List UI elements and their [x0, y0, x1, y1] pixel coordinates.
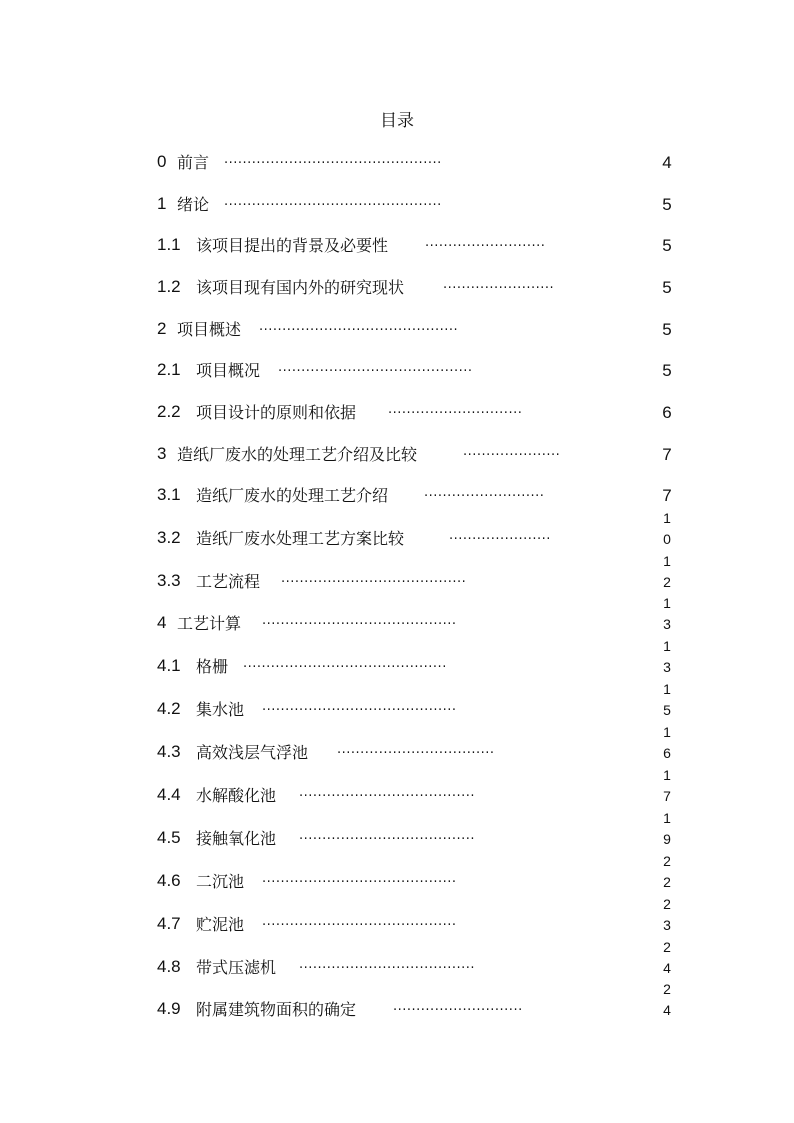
toc-leader-dots: ...................................... [299, 957, 476, 972]
toc-entry[interactable] [0, 192, 794, 222]
toc-leader-dots: .......................................... [262, 699, 457, 714]
toc-page-number: 1 5 [663, 681, 671, 718]
toc-entry[interactable] [0, 595, 794, 641]
toc-entry[interactable] [0, 981, 794, 1027]
toc-entry-number: 4.7 [157, 914, 181, 933]
toc-entry[interactable] [0, 150, 794, 180]
toc-page-number: 1 6 [663, 724, 671, 761]
toc-page-number: 1 0 [663, 510, 671, 547]
toc-leader-dots: ........................................ [281, 571, 467, 586]
toc-entry-title: 工艺流程 [196, 572, 261, 591]
toc-entry-number: 4.9 [157, 999, 181, 1018]
toc-entry-title: 该项目提出的背景及必要性 [196, 236, 389, 255]
toc-leader-dots: ........................ [443, 277, 555, 292]
toc-entry-title: 高效浅层气浮池 [196, 743, 309, 762]
toc-entry-title: 项目概述 [177, 320, 242, 339]
toc-leader-dots: .......................................... [262, 871, 457, 886]
toc-entry[interactable] [0, 358, 794, 388]
toc-entry-title: 集水池 [196, 700, 245, 719]
toc-leader-dots: ...................................... [299, 828, 476, 843]
toc-entry-title: 接触氧化池 [196, 829, 277, 848]
toc-entry-title: 绪论 [177, 195, 210, 214]
toc-entry-title: 造纸厂废水的处理工艺介绍 [196, 486, 389, 505]
toc-entry-title: 该项目现有国内外的研究现状 [196, 278, 405, 297]
toc-title: 目录 [380, 111, 414, 131]
toc-entry-number: 3 [157, 444, 167, 463]
toc-entry-number: 4.3 [157, 742, 181, 761]
toc-entry-number: 1.1 [157, 235, 181, 254]
toc-page-number: 5 [662, 361, 672, 380]
toc-leader-dots: .................................. [337, 742, 495, 757]
toc-entry-number: 2 [157, 319, 167, 338]
toc-entry[interactable] [0, 896, 794, 942]
toc-entry-number: 3.2 [157, 528, 181, 547]
toc-entry-number: 4.5 [157, 828, 181, 847]
toc-page-number: 7 [662, 445, 672, 464]
toc-page-number: 1 7 [663, 767, 671, 804]
toc-leader-dots: .......................... [424, 485, 545, 500]
toc-leader-dots: ...................................... [299, 785, 476, 800]
toc-entry[interactable] [0, 483, 794, 513]
toc-page-number: 5 [662, 278, 672, 297]
toc-page-number: 2 4 [663, 939, 671, 976]
toc-page-number: 4 [662, 153, 672, 172]
toc-entry-number: 1 [157, 194, 167, 213]
toc-entry[interactable] [0, 810, 794, 856]
toc-page-number: 1 9 [663, 810, 671, 847]
toc-entry-title: 水解酸化池 [196, 786, 277, 805]
toc-entry-number: 1.2 [157, 277, 181, 296]
toc-entry[interactable] [0, 553, 794, 599]
toc-entry-number: 2.2 [157, 402, 181, 421]
toc-page-number: 6 [662, 403, 672, 422]
toc-page-number: 5 [662, 195, 672, 214]
toc-leader-dots: ............................................ [243, 656, 447, 671]
toc-entry-title: 造纸厂废水的处理工艺介绍及比较 [177, 445, 418, 464]
toc-entry[interactable] [0, 939, 794, 985]
toc-leader-dots: ..................... [463, 444, 561, 459]
toc-entry[interactable] [0, 400, 794, 430]
toc-leader-dots: ........................................... [259, 319, 459, 334]
toc-entry-number: 4.1 [157, 656, 181, 675]
toc-leader-dots: ...................... [449, 528, 551, 543]
toc-entry[interactable] [0, 510, 794, 556]
toc-page-number: 5 [662, 320, 672, 339]
toc-entry[interactable] [0, 681, 794, 727]
toc-entry-title: 工艺计算 [177, 614, 242, 633]
toc-leader-dots: .......................................... [262, 613, 457, 628]
toc-page-number: 5 [662, 236, 672, 255]
toc-page-number: 1 3 [663, 595, 671, 632]
toc-leader-dots: ............................................... [224, 152, 442, 167]
toc-leader-dots: ............................................... [224, 194, 442, 209]
toc-page-number: 2 4 [663, 981, 671, 1018]
toc-leader-dots: .......................................... [278, 360, 473, 375]
toc-entry[interactable] [0, 724, 794, 770]
toc-entry-title: 造纸厂废水处理工艺方案比较 [196, 529, 405, 548]
toc-entry[interactable] [0, 317, 794, 347]
toc-entry-title: 贮泥池 [196, 915, 245, 934]
toc-page-number: 1 3 [663, 638, 671, 675]
toc-entry-title: 项目设计的原则和依据 [196, 403, 357, 422]
toc-entry[interactable] [0, 442, 794, 472]
toc-page-number: 1 2 [663, 553, 671, 590]
toc-entry-title: 格栅 [196, 657, 229, 676]
toc-leader-dots: .......................................... [262, 914, 457, 929]
toc-entry-number: 2.1 [157, 360, 181, 379]
toc-leader-dots: ............................ [393, 999, 523, 1014]
toc-entry-number: 4.8 [157, 957, 181, 976]
toc-entry-title: 带式压滤机 [196, 958, 277, 977]
toc-entry-number: 0 [157, 152, 167, 171]
toc-entry-number: 4 [157, 613, 167, 632]
toc-page-number: 2 3 [663, 896, 671, 933]
toc-entry-number: 3.3 [157, 571, 181, 590]
toc-leader-dots: ............................. [388, 402, 523, 417]
toc-entry-title: 前言 [177, 153, 210, 172]
toc-entry[interactable] [0, 638, 794, 684]
toc-entry-title: 附属建筑物面积的确定 [196, 1000, 357, 1019]
toc-page-number: 7 [662, 486, 672, 505]
toc-entry-number: 3.1 [157, 485, 181, 504]
toc-entry-title: 二沉池 [196, 872, 245, 891]
toc-entry[interactable] [0, 767, 794, 813]
toc-entry-number: 4.4 [157, 785, 181, 804]
toc-entry-number: 4.2 [157, 699, 181, 718]
toc-page-number: 2 2 [663, 853, 671, 890]
toc-entry-title: 项目概况 [196, 361, 261, 380]
toc-leader-dots: .......................... [425, 235, 546, 250]
toc-entry[interactable] [0, 853, 794, 899]
toc-entry[interactable] [0, 233, 794, 263]
toc-entry-number: 4.6 [157, 871, 181, 890]
toc-entry[interactable] [0, 275, 794, 305]
